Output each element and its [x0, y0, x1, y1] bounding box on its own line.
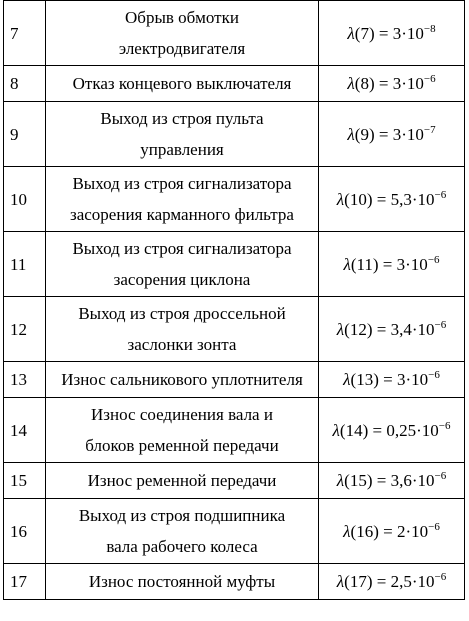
rate-mantissa: 3,4 — [390, 319, 412, 339]
rate-index: 7 — [360, 23, 369, 43]
table-row — [4, 564, 465, 600]
description-line: управления — [140, 140, 224, 159]
description-line: Отказ концевого выключателя — [72, 74, 292, 93]
rate-mantissa: 5,3 — [390, 189, 412, 209]
description-line: электродвигателя — [118, 39, 246, 58]
times-ten: ·10 — [401, 74, 424, 93]
equals-sign: = — [372, 189, 391, 209]
times-ten: ·10 — [411, 319, 435, 339]
rate-index: 14 — [345, 420, 363, 440]
failure-rate: $\lambda(9) = 3\cdot 10^{-7}$ — [319, 102, 465, 167]
lambda-symbol: λ — [336, 189, 345, 209]
description-line: Износ ременной передачи — [87, 471, 277, 490]
times-ten: ·10 — [405, 521, 429, 541]
row-number: 14 — [4, 398, 46, 463]
equals-sign: = — [372, 319, 391, 339]
description-line: засорения карманного фильтра — [70, 205, 294, 224]
rate-exponent: −6 — [434, 571, 447, 583]
equals-sign: = — [372, 471, 391, 490]
rate-mantissa: 2 — [396, 521, 406, 541]
failure-description — [46, 362, 319, 398]
rate-exponent: −6 — [428, 369, 440, 381]
lambda-symbol: λ — [347, 124, 355, 144]
equals-sign: = — [378, 254, 397, 274]
row-number: 15 — [4, 463, 46, 499]
failure-rate: $\lambda(7) = 3\cdot 10^{-8}$ — [319, 1, 465, 66]
times-ten: ·10 — [416, 420, 439, 440]
equals-sign: = — [378, 370, 397, 389]
rate-mantissa: 3 — [396, 370, 406, 389]
row-number: 16 — [4, 499, 46, 564]
description-line: блоков ременной передачи — [85, 436, 279, 455]
equals-sign: = — [374, 23, 393, 43]
rate-exponent: −6 — [438, 419, 451, 432]
table-row — [4, 167, 465, 232]
rate-mantissa: 3 — [396, 254, 406, 274]
failure-rate: $\lambda(16) = 2\cdot 10^{-6}$ — [319, 499, 465, 564]
description-line: вала рабочего колеса — [106, 537, 258, 556]
rate-exponent: −6 — [423, 73, 436, 85]
equals-sign: = — [378, 521, 397, 541]
description-line: Износ сальникового уплотнителя — [61, 370, 303, 389]
lambda-symbol: λ — [343, 521, 351, 541]
row-number: 8 — [4, 66, 46, 102]
rate-exponent: −6 — [434, 470, 447, 482]
rate-index: 10 — [349, 189, 367, 209]
description-line: Износ соединения вала и — [91, 405, 273, 424]
description-line: Выход из строя сигнализатора — [72, 174, 292, 193]
table-row — [4, 66, 465, 102]
times-ten: ·10 — [401, 124, 424, 144]
row-number: 11 — [4, 232, 46, 297]
failure-description — [46, 297, 319, 362]
row-number: 9 — [4, 102, 46, 167]
failure-description — [46, 66, 319, 102]
lambda-symbol: λ — [336, 572, 345, 591]
rate-mantissa: 2,5 — [390, 572, 412, 591]
rate-index: 17 — [349, 572, 367, 591]
row-number: 13 — [4, 362, 46, 398]
table-row — [4, 102, 465, 167]
table-row — [4, 362, 465, 398]
failure-description — [46, 167, 319, 232]
lambda-symbol: λ — [343, 254, 351, 274]
failure-description — [46, 463, 319, 499]
rate-exponent: −8 — [423, 22, 436, 35]
lambda-symbol: λ — [347, 74, 355, 93]
lambda-symbol: λ — [336, 319, 345, 339]
equals-sign: = — [374, 124, 393, 144]
times-ten: ·10 — [411, 572, 435, 591]
description-line: заслонки зонта — [127, 335, 237, 354]
rate-index: 15 — [349, 471, 367, 490]
failure-description — [46, 1, 319, 66]
rate-exponent: −7 — [423, 123, 436, 136]
failure-description — [46, 564, 319, 600]
rate-mantissa: 3 — [392, 124, 402, 144]
table-row — [4, 463, 465, 499]
rate-mantissa: 0,25 — [386, 420, 417, 440]
table-row — [4, 398, 465, 463]
rate-exponent: −6 — [434, 188, 447, 201]
lambda-symbol: λ — [347, 23, 355, 43]
table-row — [4, 232, 465, 297]
description-line: Выход из строя сигнализатора — [72, 239, 292, 258]
failure-rate-table — [3, 0, 465, 600]
equals-sign: = — [372, 572, 391, 591]
rate-index: 11 — [356, 254, 373, 274]
times-ten: ·10 — [405, 370, 429, 389]
failure-description — [46, 232, 319, 297]
description-line: Износ постоянной муфты — [88, 572, 276, 591]
table-row — [4, 297, 465, 362]
description-line: засорения циклона — [113, 270, 251, 289]
description-line: Выход из строя подшипника — [78, 506, 286, 525]
lambda-symbol: λ — [343, 370, 351, 389]
row-number: 17 — [4, 564, 46, 600]
rate-mantissa: 3 — [392, 23, 402, 43]
row-number: 10 — [4, 167, 46, 232]
lambda-symbol: λ — [332, 420, 340, 440]
failure-description — [46, 499, 319, 564]
rate-index: 9 — [360, 124, 369, 144]
lambda-symbol: λ — [336, 471, 345, 490]
rate-index: 16 — [356, 521, 374, 541]
rate-index: 13 — [356, 370, 374, 389]
table-row — [4, 1, 465, 66]
rate-mantissa: 3 — [392, 74, 402, 93]
failure-description — [46, 102, 319, 167]
failure-rate: $\lambda(17) = 2,5\cdot 10^{-6}$ — [319, 564, 465, 600]
equals-sign: = — [374, 74, 393, 93]
rate-exponent: −6 — [434, 318, 447, 331]
description-line: Обрыв обмотки — [125, 8, 239, 27]
row-number: 7 — [4, 1, 46, 66]
failure-rate: $\lambda(11) = 3\cdot 10^{-6}$ — [319, 232, 465, 297]
failure-rate: $\lambda(14) = 0,25\cdot 10^{-6}$ — [319, 398, 465, 463]
failure-rate: $\lambda(13) = 3\cdot 10^{-6}$ — [319, 362, 465, 398]
failure-rate: $\lambda(10) = 5,3\cdot 10^{-6}$ — [319, 167, 465, 232]
equals-sign: = — [368, 420, 387, 440]
description-line: Выход из строя дроссельной — [78, 304, 286, 323]
times-ten: ·10 — [405, 254, 428, 274]
row-number: 12 — [4, 297, 46, 362]
rate-exponent: −6 — [428, 520, 440, 533]
rate-mantissa: 3,6 — [390, 471, 412, 490]
table-row — [4, 499, 465, 564]
rate-exponent: −6 — [427, 253, 440, 266]
description-line: Выход из строя пульта — [100, 109, 264, 128]
times-ten: ·10 — [411, 471, 435, 490]
rate-index: 8 — [360, 74, 369, 93]
rate-index: 12 — [349, 319, 367, 339]
failure-rate: $\lambda(15) = 3,6\cdot 10^{-6}$ — [319, 463, 465, 499]
times-ten: ·10 — [411, 189, 435, 209]
failure-rate: $\lambda(8) = 3\cdot 10^{-6}$ — [319, 66, 465, 102]
times-ten: ·10 — [401, 23, 424, 43]
failure-description — [46, 398, 319, 463]
failure-rate: $\lambda(12) = 3,4\cdot 10^{-6}$ — [319, 297, 465, 362]
